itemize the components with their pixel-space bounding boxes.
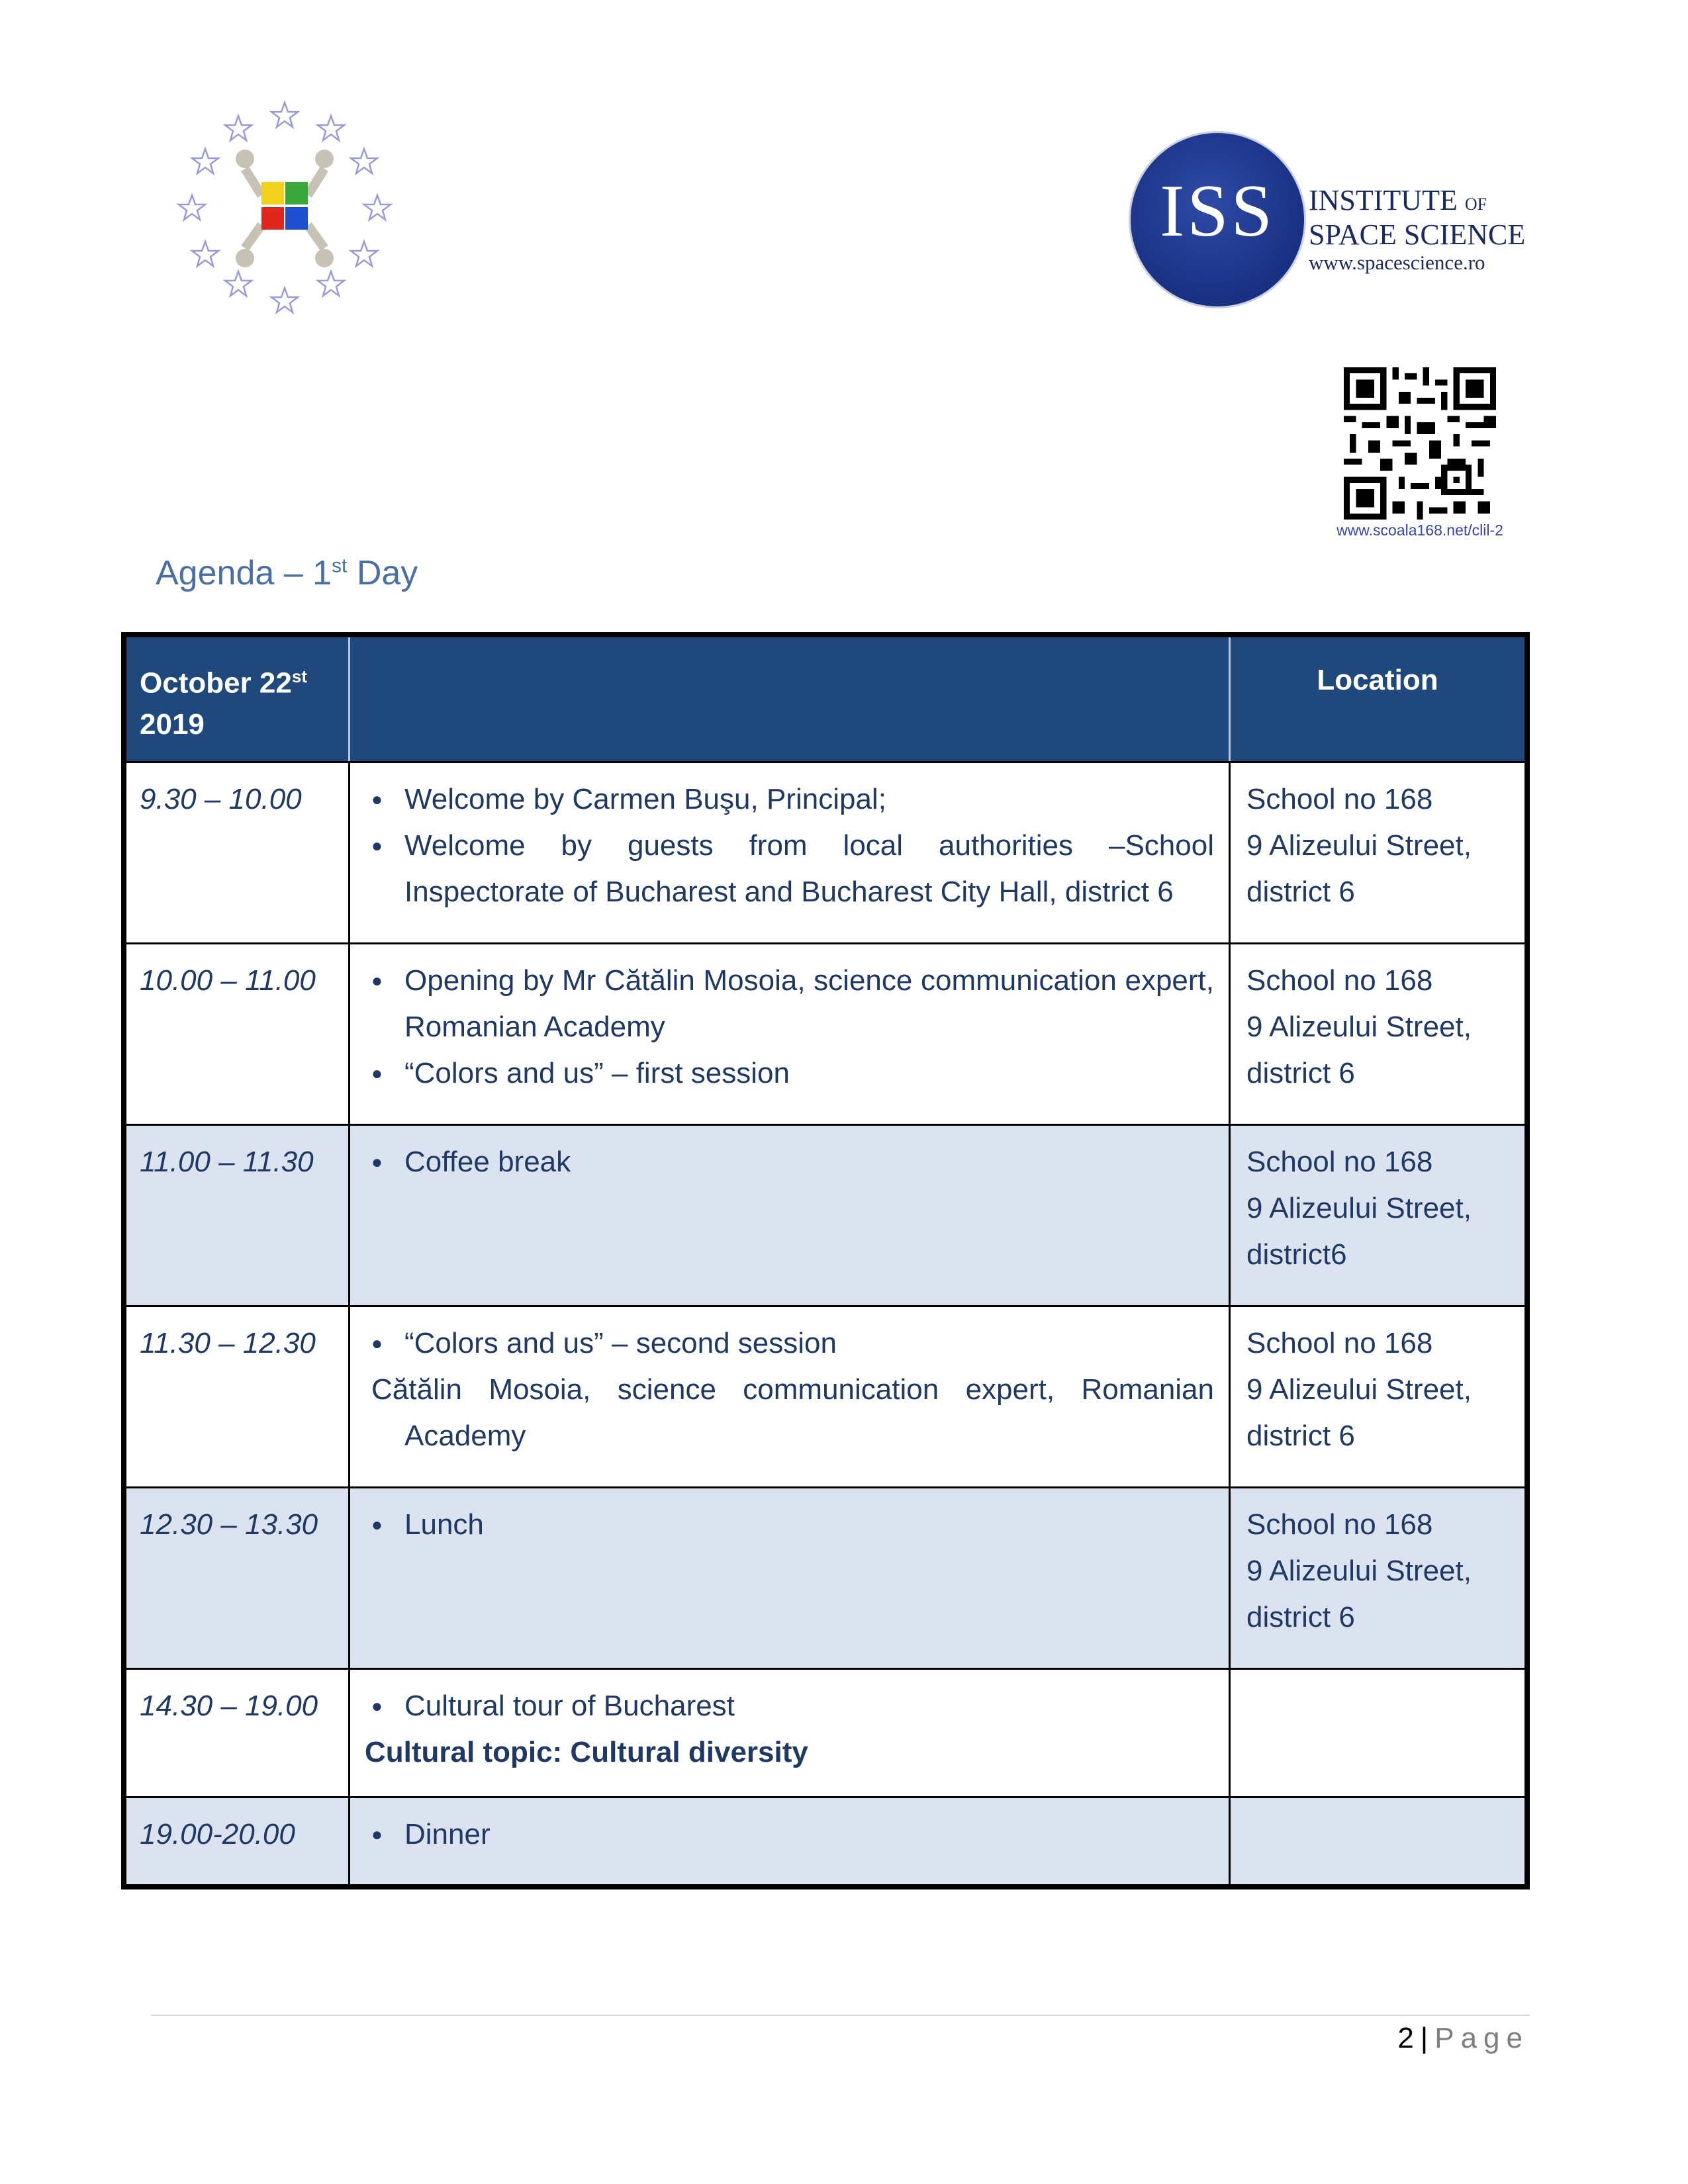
time-cell xyxy=(126,1670,350,1796)
table-row xyxy=(126,1124,1524,1305)
table-row xyxy=(126,1305,1524,1486)
activity-item: ● Cultural tour of Bucharest xyxy=(365,1683,1214,1729)
activity-item: ● Coffee break xyxy=(365,1139,1214,1185)
location-cell xyxy=(1231,1126,1524,1305)
heading-suffix: Day xyxy=(347,554,418,592)
star-icon xyxy=(192,149,218,173)
star-icon xyxy=(271,288,298,312)
header-year: 2019 xyxy=(140,707,205,741)
star-icon xyxy=(318,271,344,296)
location-line: 9 Alizeului Street, xyxy=(1246,829,1472,862)
location-line: 9 Alizeului Street, xyxy=(1246,1373,1472,1406)
activity-cell xyxy=(350,1126,1231,1305)
iss-emblem xyxy=(1129,131,1306,308)
star-icon xyxy=(351,149,377,173)
location-line: district 6 xyxy=(1246,876,1355,908)
table-row xyxy=(126,1486,1524,1668)
location-cell xyxy=(1231,763,1524,942)
heading-sup: st xyxy=(332,555,348,577)
qr-caption[interactable]: www.scoala168.net/clil-2 xyxy=(1336,522,1503,539)
table-row xyxy=(126,1668,1524,1796)
location-line: 9 Alizeului Street, xyxy=(1246,1555,1472,1587)
table-row xyxy=(126,942,1524,1124)
iss-institute: INSTITUTE xyxy=(1309,184,1458,216)
location-cell xyxy=(1231,1488,1524,1668)
header-date-sup: st xyxy=(291,666,307,686)
header-location-cell xyxy=(1231,637,1524,761)
time-cell xyxy=(126,763,350,942)
activity-item: ● Welcome by guests from local authorities –School Inspectorate of Bucharest and Bucharest City Hall, district 6 xyxy=(365,823,1214,915)
time-cell xyxy=(126,1798,350,1884)
table-row xyxy=(126,761,1524,942)
heading-prefix: Agenda – 1 xyxy=(156,554,332,592)
iss-website: www.spacescience.ro xyxy=(1309,251,1485,274)
table-row xyxy=(126,1796,1524,1884)
iss-space-science: SPACE SCIENCE xyxy=(1309,218,1526,251)
header-date: October 22 xyxy=(140,666,292,700)
star-icon xyxy=(179,195,205,220)
activity-item: ● Dinner xyxy=(365,1811,1214,1858)
star-icon xyxy=(351,242,377,266)
time-slot: 14.30 – 19.00 xyxy=(140,1690,318,1722)
puzzle-team-logo xyxy=(169,96,400,328)
location-cell xyxy=(1231,944,1524,1124)
location-line: district 6 xyxy=(1246,1057,1355,1089)
activity-note: Academy xyxy=(404,1420,526,1452)
location-line: School no 168 xyxy=(1246,964,1433,997)
location-cell xyxy=(1231,1307,1524,1486)
activity-item: ● Lunch xyxy=(365,1502,1214,1548)
time-cell xyxy=(126,1488,350,1668)
activity-item: ● Welcome by Carmen Buşu, Principal; xyxy=(365,776,1214,823)
time-cell xyxy=(126,1126,350,1305)
location-line: district 6 xyxy=(1246,1420,1355,1452)
location-cell xyxy=(1231,1798,1524,1884)
time-slot: 19.00-20.00 xyxy=(140,1818,295,1850)
table-header-row xyxy=(126,637,1524,761)
location-line: School no 168 xyxy=(1246,1327,1433,1359)
agenda-heading xyxy=(156,553,418,594)
iss-wordmark xyxy=(1309,185,1525,275)
time-cell xyxy=(126,944,350,1124)
header-date-cell xyxy=(126,637,350,761)
star-icon xyxy=(271,103,298,127)
iss-letters: ISS xyxy=(1160,170,1275,252)
location-line: district6 xyxy=(1246,1238,1347,1271)
location-line: School no 168 xyxy=(1246,1508,1433,1541)
time-slot: 12.30 – 13.30 xyxy=(140,1508,318,1541)
iss-of: OF xyxy=(1464,195,1487,214)
page-number: 2 xyxy=(1397,2022,1414,2054)
agenda-table xyxy=(121,632,1530,1889)
qr-code xyxy=(1344,367,1496,520)
location-line: 9 Alizeului Street, xyxy=(1246,1192,1472,1224)
activity-cell xyxy=(350,1488,1231,1668)
star-icon xyxy=(364,195,391,220)
star-icon xyxy=(225,116,252,140)
time-slot: 11.30 – 12.30 xyxy=(140,1327,316,1359)
activity-cell xyxy=(350,1798,1231,1884)
page-footer xyxy=(1397,2022,1529,2055)
time-slot: 10.00 – 11.00 xyxy=(140,964,316,997)
activity-item: ● “Colors and us” – first session xyxy=(365,1050,1214,1097)
location-cell xyxy=(1231,1670,1524,1796)
activity-cell xyxy=(350,1307,1231,1486)
star-icon xyxy=(225,271,252,296)
footer-separator: | xyxy=(1420,2022,1429,2054)
activity-item: ● Opening by Mr Cătălin Mosoia, science communication expert, Romanian Academy xyxy=(365,958,1214,1050)
page-word: Page xyxy=(1434,2022,1529,2054)
footer-divider xyxy=(151,2015,1530,2016)
time-slot: 9.30 – 10.00 xyxy=(140,783,302,815)
header-activity-cell xyxy=(350,637,1231,761)
header-location: Location xyxy=(1317,664,1438,696)
star-icon xyxy=(192,242,218,266)
location-line: 9 Alizeului Street, xyxy=(1246,1011,1472,1043)
time-cell xyxy=(126,1307,350,1486)
activity-note: Cătălin Mosoia, science communication expert, Romanian xyxy=(371,1373,1214,1406)
activity-item: ● “Colors and us” – second session xyxy=(365,1320,1214,1367)
star-icon xyxy=(318,116,344,140)
location-line: School no 168 xyxy=(1246,783,1433,815)
activity-cell xyxy=(350,944,1231,1124)
iss-logo xyxy=(1129,131,1532,310)
cultural-topic: Cultural topic: Cultural diversity xyxy=(365,1736,808,1768)
activity-cell xyxy=(350,1670,1231,1796)
location-line: School no 168 xyxy=(1246,1146,1433,1178)
activity-cell xyxy=(350,763,1231,942)
location-line: district 6 xyxy=(1246,1601,1355,1633)
time-slot: 11.00 – 11.30 xyxy=(140,1146,314,1178)
